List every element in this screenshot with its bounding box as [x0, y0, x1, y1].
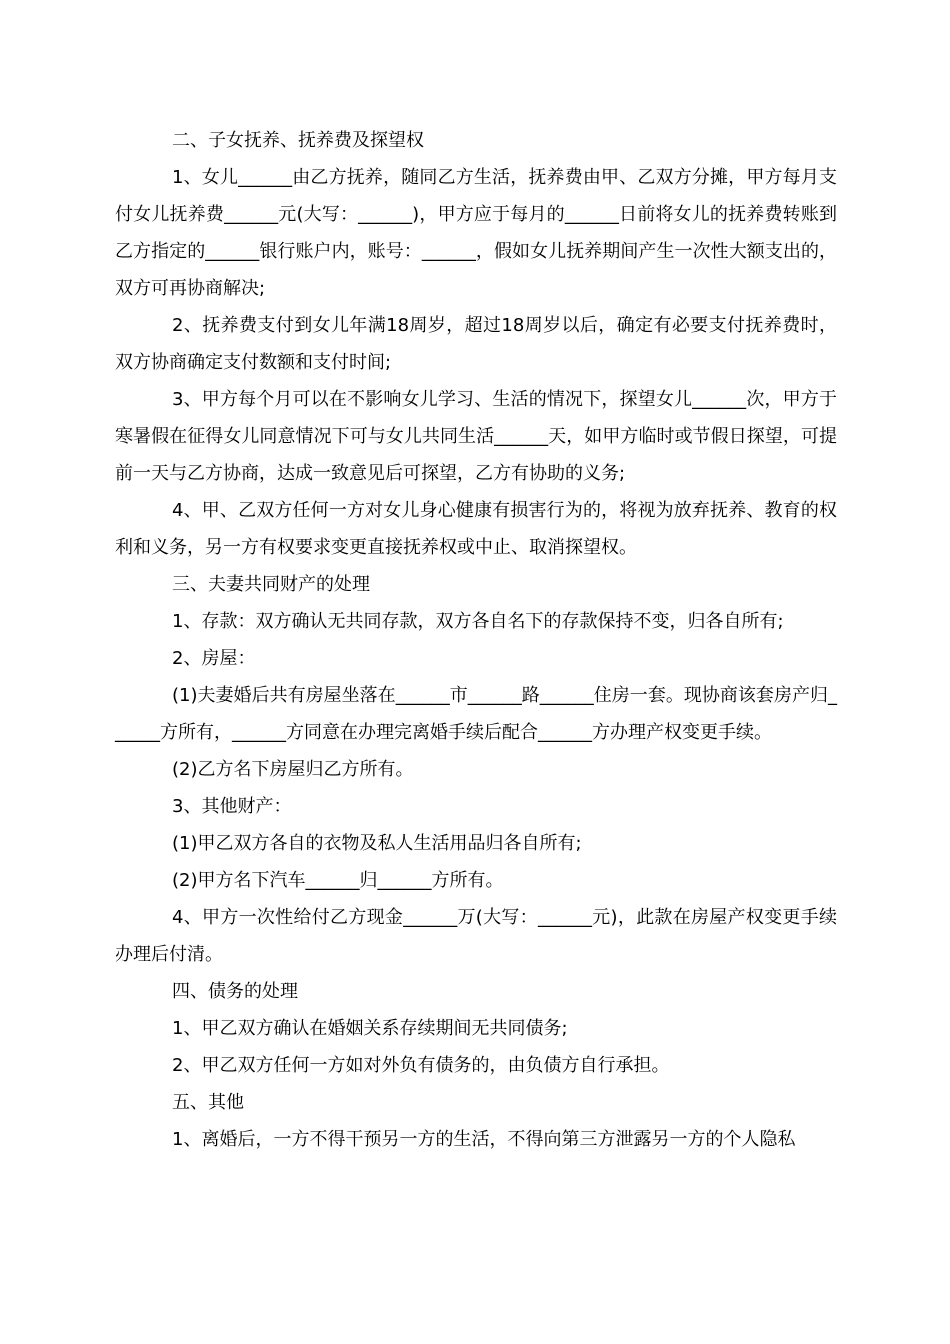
clause-paragraph: 2、抚养费支付到女儿年满18周岁，超过18周岁以后，确定有必要支付抚养费时，双方协商确定支付数额和支付时间; [115, 315, 837, 373]
section-heading-joint-property: 三、夫妻共同财产的处理 [172, 574, 370, 595]
clause-paragraph: 3、甲方每个月可以在不影响女儿学习、生活的情况下，探望女儿______次，甲方于寒暑假在征得女儿同意情况下可与女儿共同生活______天，如甲方临时或节假日探望，可提前一天与乙方协商，达成一致意见后可探望，乙方有协助的义务; [115, 389, 837, 484]
clause-paragraph: 1、存款：双方确认无共同存款，双方各自名下的存款保持不变，归各自所有; [172, 611, 784, 632]
clause-paragraph: (1)甲乙双方各自的衣物及私人生活用品归各自所有; [172, 833, 582, 854]
clause-paragraph: 4、甲方一次性给付乙方现金______万(大写：______元)，此款在房屋产权变更手续办理后付清。 [115, 907, 837, 965]
section-heading-child-custody: 二、子女抚养、抚养费及探望权 [172, 130, 424, 151]
clause-paragraph: 1、甲乙双方确认在婚姻关系存续期间无共同债务; [172, 1018, 568, 1039]
clause-paragraph: (2)乙方名下房屋归乙方所有。 [172, 759, 414, 780]
clause-paragraph: 3、其他财产： [172, 796, 292, 817]
clause-paragraph: (2)甲方名下汽车______归______方所有。 [172, 870, 504, 891]
clause-paragraph: (1)夫妻婚后共有房屋坐落在______市______路______住房一套。现协商该套房产归______方所有，______方同意在办理完离婚手续后配合______方办理产权变更手续。 [115, 685, 837, 743]
clause-paragraph: 2、房屋： [172, 648, 256, 669]
clause-paragraph: 1、女儿______由乙方抚养，随同乙方生活，抚养费由甲、乙双方分摊，甲方每月支付女儿抚养费______元(大写：______)，甲方应于每月的______日前将女儿的抚养费转账到乙方指定的______银行账户内，账号：______，假如女儿抚养期间产生一次性大额支出的，双方可再协商解决; [115, 167, 837, 299]
document-body [115, 122, 837, 1158]
clause-paragraph: 4、甲、乙双方任何一方对女儿身心健康有损害行为的，将视为放弃抚养、教育的权利和义务，另一方有权要求变更直接抚养权或中止、取消探望权。 [115, 500, 837, 558]
section-heading-debts: 四、债务的处理 [172, 981, 298, 1002]
clause-paragraph: 2、甲乙双方任何一方如对外负有债务的，由负债方自行承担。 [172, 1055, 670, 1076]
clause-paragraph: 1、离婚后，一方不得干预另一方的生活，不得向第三方泄露另一方的个人隐私 [172, 1129, 796, 1150]
section-heading-other: 五、其他 [172, 1092, 244, 1113]
